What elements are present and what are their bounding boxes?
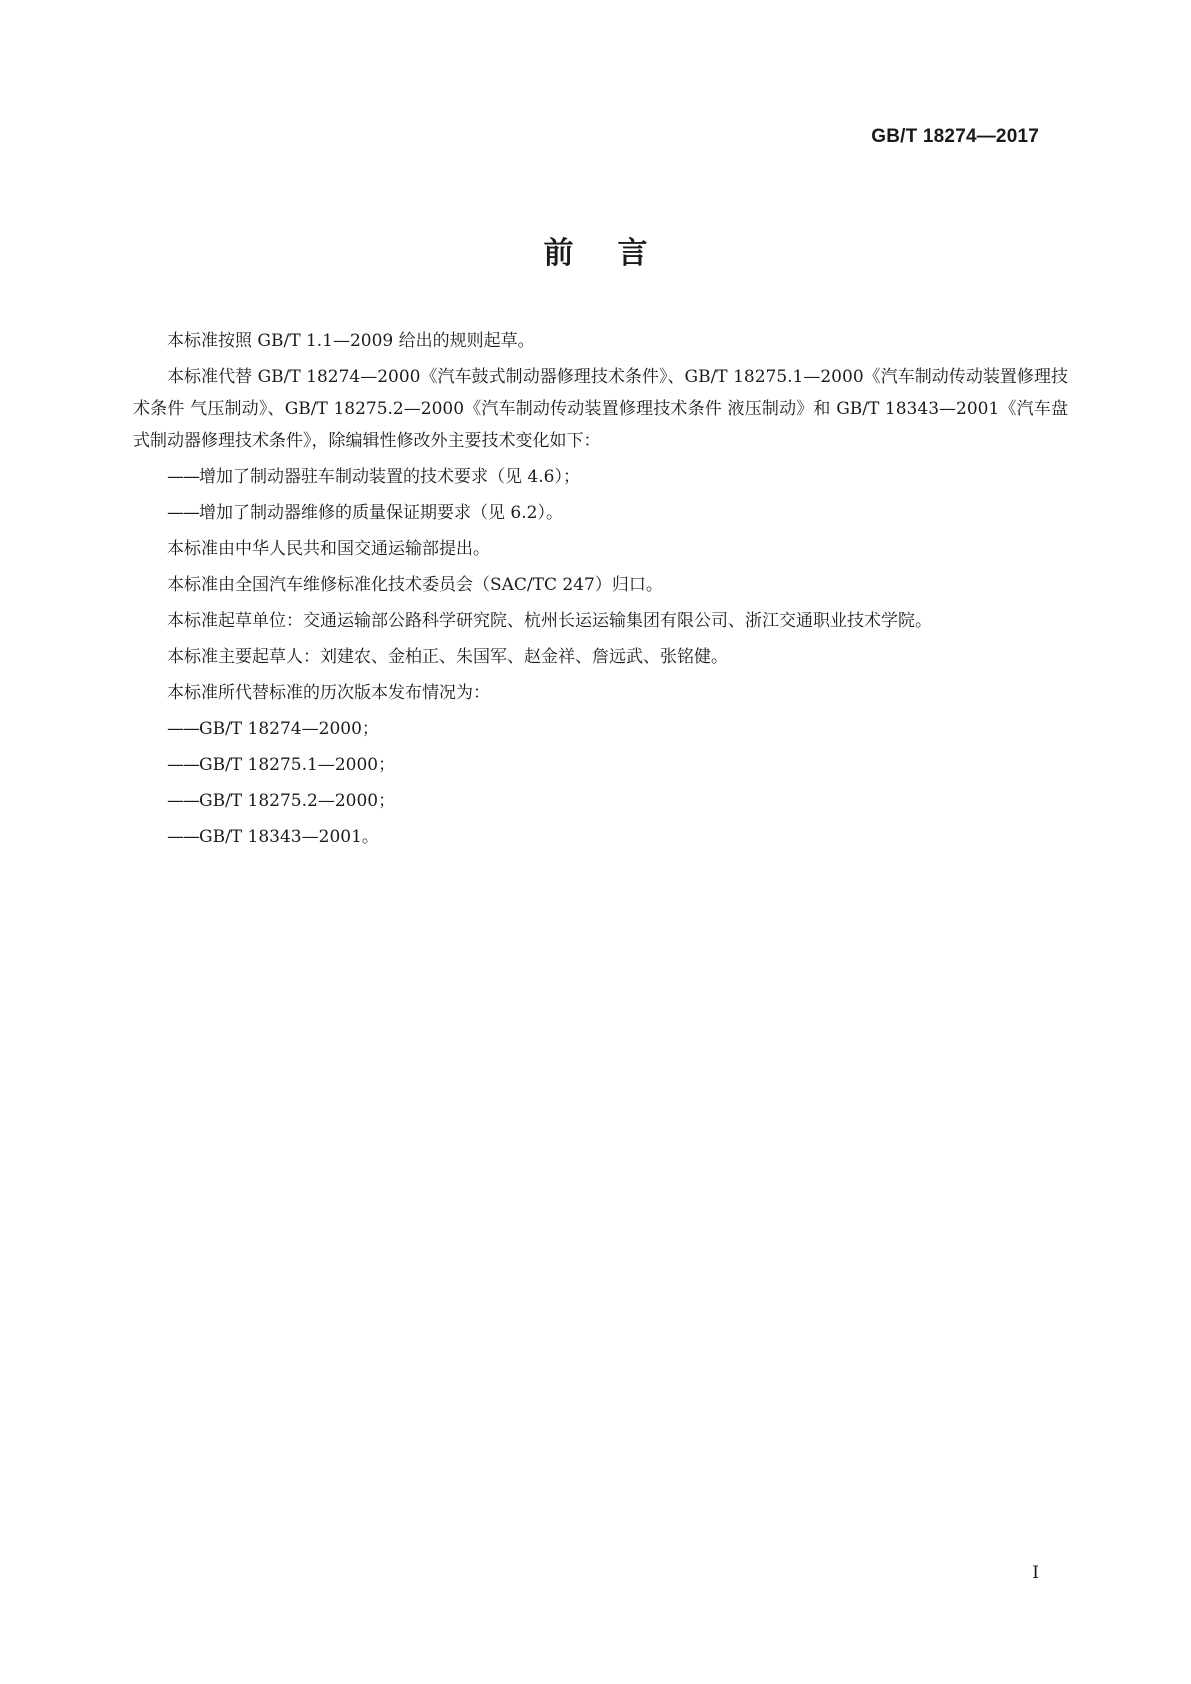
change-list-item — [133, 461, 1068, 493]
paragraph-centralized-by: 本标准由全国汽车维修标准化技术委员会（SAC/TC 247）归口。 — [167, 575, 663, 595]
page-title: 前言 — [543, 236, 692, 271]
change-text: 增加了制动器驻车制动装置的技术要求（见 4.6）； — [199, 467, 580, 487]
paragraph-drafters: 本标准主要起草人：刘建农、金柏正、朱国军、赵金祥、詹远武、张铭健。 — [167, 647, 728, 667]
dash-marker: —— — [167, 755, 199, 775]
history-text: GB/T 18275.1—2000； — [199, 755, 396, 775]
history-list-item — [133, 713, 1068, 745]
history-list-item — [133, 749, 1068, 781]
dash-marker: —— — [167, 503, 199, 523]
dash-marker: —— — [167, 719, 199, 739]
history-list-item — [133, 785, 1068, 817]
dash-marker: —— — [167, 467, 199, 487]
change-text: 增加了制动器维修的质量保证期要求（见 6.2）。 — [199, 503, 563, 523]
preface-body — [133, 325, 1068, 857]
page-number: I — [1032, 1563, 1039, 1583]
paragraph-drafting-units: 本标准起草单位：交通运输部公路科学研究院、杭州长运运输集团有限公司、浙江交通职业技术学院。 — [167, 611, 932, 631]
history-text: GB/T 18275.2—2000； — [199, 791, 396, 811]
paragraph-history-intro: 本标准所代替标准的历次版本发布情况为： — [167, 683, 490, 703]
dash-marker: —— — [167, 827, 199, 847]
history-text: GB/T 18274—2000； — [199, 719, 379, 739]
dash-marker: —— — [167, 791, 199, 811]
paragraph-proposed-by: 本标准由中华人民共和国交通运输部提出。 — [167, 539, 490, 559]
paragraph-drafting-rules: 本标准按照 GB/T 1.1—2009 给出的规则起草。 — [167, 331, 535, 351]
history-list-item — [133, 821, 1068, 853]
history-text: GB/T 18343—2001。 — [199, 827, 379, 847]
standard-code: GB/T 18274—2017 — [871, 126, 1039, 147]
paragraph-replaced-standards: 本标准代替 GB/T 18274—2000《汽车鼓式制动器修理技术条件》、GB/T 18275.1—2000《汽车制动传动装置修理技术条件 气压制动》、GB/T 18275.2—2000《汽车制动传动装置修理技术条件 液压制动》和 GB/T 18343—2001《汽车盘式制动器修理技术条件》，除编辑性修改外主要技术变化如下： — [133, 367, 1068, 451]
change-list-item — [133, 497, 1068, 529]
